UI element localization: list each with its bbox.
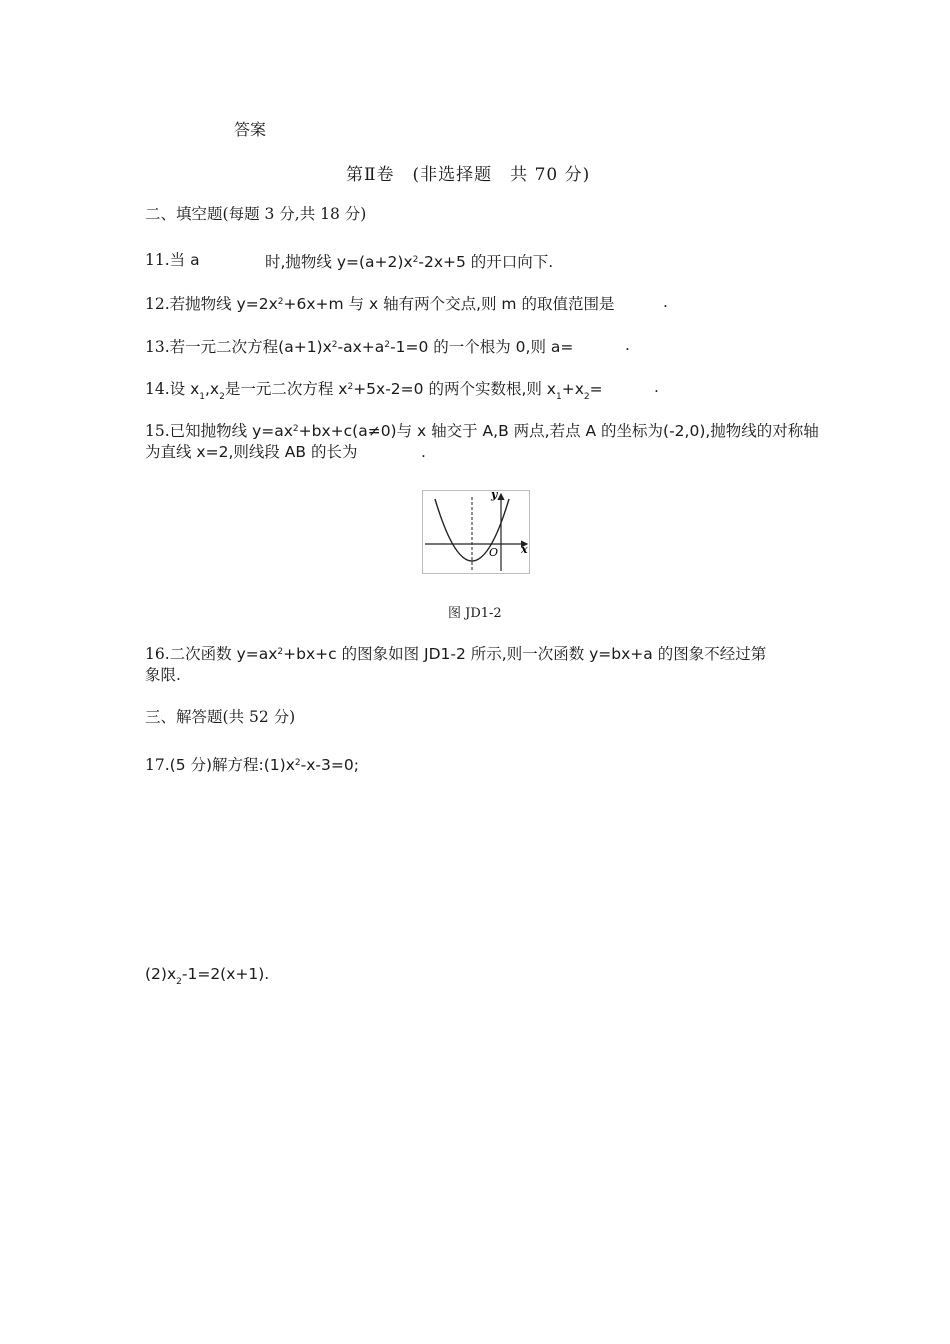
q13-end: . bbox=[625, 336, 630, 354]
q13-exponent-2: 2 bbox=[384, 340, 390, 350]
q14-text-e: +x bbox=[561, 380, 584, 398]
q13-text-a: 若一元二次方程(a+1)x bbox=[169, 338, 332, 356]
q17-text-b: -x-3=0; bbox=[300, 756, 359, 774]
part3-heading-text: 三、解答题 bbox=[145, 708, 223, 726]
part3-heading bbox=[145, 706, 295, 728]
q14-subscript-4: 2 bbox=[583, 392, 590, 402]
parabola-figure bbox=[422, 490, 530, 574]
q17b-text-b: -1=2(x+1). bbox=[181, 965, 270, 983]
q14-text-b: ,x bbox=[205, 380, 220, 398]
q11-text-b: 时,抛物线 y=(a+2)x bbox=[265, 253, 413, 271]
q14-text-c: 是一元二次方程 x bbox=[224, 380, 348, 398]
q14-text-f: = bbox=[589, 380, 603, 398]
q17-number: 17. bbox=[145, 756, 170, 774]
q15-number: 15. bbox=[145, 422, 170, 440]
q16-text-a: 二次函数 y=ax bbox=[169, 645, 278, 663]
q17-text-a: (5 分)解方程:(1)x bbox=[169, 756, 295, 774]
question-16-line-2: 象限. bbox=[145, 666, 181, 684]
q12-text-b: +6x+m 与 x 轴有两个交点,则 m 的取值范围是 bbox=[283, 295, 615, 313]
question-11-cont bbox=[265, 249, 553, 273]
q16-number: 16. bbox=[145, 645, 170, 663]
answer-label: 答案 bbox=[234, 120, 267, 139]
part2-heading bbox=[145, 203, 366, 225]
q12-exponent: 2 bbox=[277, 297, 284, 307]
section-title: 第Ⅱ卷 (非选择题 共 70 分) bbox=[346, 165, 591, 185]
y-axis-label: y bbox=[491, 491, 498, 501]
q13-text-b: -ax+a bbox=[337, 338, 385, 356]
part2-heading-text: 二、填空题 bbox=[145, 205, 223, 223]
question-12 bbox=[145, 291, 614, 315]
q14-end: . bbox=[654, 378, 659, 396]
q14-text-a: 设 x bbox=[169, 380, 200, 398]
q13-exponent-1: 2 bbox=[331, 340, 338, 350]
parabola-graph bbox=[423, 491, 529, 573]
q11-text-a: 当 a bbox=[169, 251, 200, 269]
q12-text-a: 若抛物线 y=2x bbox=[169, 295, 278, 313]
q15-text-a: 已知抛物线 y=ax bbox=[169, 422, 293, 440]
q14-subscript-1: 1 bbox=[199, 392, 205, 402]
q11-text-c: -2x+5 的开口向下. bbox=[418, 253, 554, 271]
q13-number: 13. bbox=[145, 338, 170, 356]
question-17 bbox=[145, 752, 359, 776]
q17b-text-a: (2)x bbox=[145, 965, 177, 983]
q15-text-b: +bx+c(a≠0)与 x 轴交于 A,B 两点,若点 A 的坐标为(-2,0),抛物线的对称轴 bbox=[298, 422, 819, 440]
origin-label: O bbox=[489, 546, 499, 559]
question-16-line-1 bbox=[145, 641, 766, 665]
q12-number: 12. bbox=[145, 295, 170, 313]
q15-exponent: 2 bbox=[292, 424, 299, 434]
question-11 bbox=[145, 249, 200, 271]
figure-caption: 图 JD1-2 bbox=[448, 606, 502, 621]
q16-text-b: +bx+c 的图象如图 JD1-2 所示,则一次函数 y=bx+a 的图象不经过第 bbox=[283, 645, 767, 663]
q14-exponent: 2 bbox=[347, 382, 354, 392]
q17-exponent: 2 bbox=[294, 758, 301, 768]
q11-number: 11. bbox=[145, 251, 170, 269]
q14-text-d: +5x-2=0 的两个实数根,则 x bbox=[353, 380, 556, 398]
q11-exponent: 2 bbox=[412, 255, 419, 265]
question-15-line-1 bbox=[145, 418, 819, 442]
q14-subscript-3: 1 bbox=[555, 392, 562, 402]
q12-end: . bbox=[663, 293, 668, 311]
q16-exponent: 2 bbox=[277, 647, 284, 657]
question-15-line-2: 为直线 x=2,则线段 AB 的长为 bbox=[145, 443, 358, 461]
part2-heading-note: (每题 3 分,共 18 分) bbox=[222, 205, 367, 223]
question-13 bbox=[145, 334, 573, 358]
part3-heading-note: (共 52 分) bbox=[222, 708, 296, 726]
q13-text-c: -1=0 的一个根为 0,则 a= bbox=[390, 338, 574, 356]
question-17-part-2 bbox=[145, 963, 269, 993]
question-14 bbox=[145, 376, 603, 408]
q17b-exponent: 2 bbox=[176, 977, 182, 987]
q15-end: . bbox=[421, 443, 426, 461]
x-axis-label: x bbox=[521, 543, 528, 556]
q14-number: 14. bbox=[145, 380, 170, 398]
q14-subscript-2: 2 bbox=[219, 392, 225, 402]
